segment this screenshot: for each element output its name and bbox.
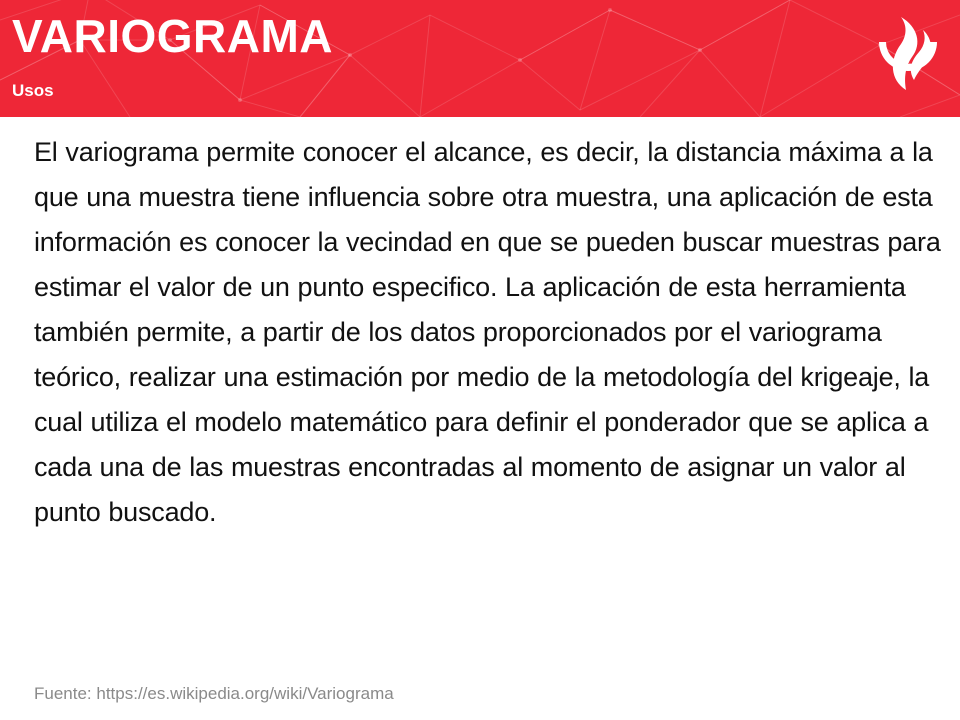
slide-subtitle: Usos — [12, 81, 54, 100]
body-paragraph: El variograma permite conocer el alcance, es decir, la distancia máxima a la que una muestra tiene influencia sobre otra muestra, una aplicación de esta información es conocer la vecindad en que se pueden buscar muestras para estimar el valor de un punto especifico. La aplicación de esta herramienta también permite, a partir de los datos proporcionados por el variograma teórico, realizar una estimación por medio de la metodología del krigeaje, la cual utiliza el modelo matemático para definir el ponderador que se aplica a cada una de las muestras encontradas al momento de asignar un valor al punto buscado. — [34, 137, 941, 527]
slide-header — [0, 0, 960, 117]
slide-title: VARIOGRAMA — [12, 10, 334, 62]
source-citation: Fuente: https://es.wikipedia.org/wiki/Variograma — [34, 684, 394, 703]
upc-flame-logo-icon — [866, 12, 950, 96]
